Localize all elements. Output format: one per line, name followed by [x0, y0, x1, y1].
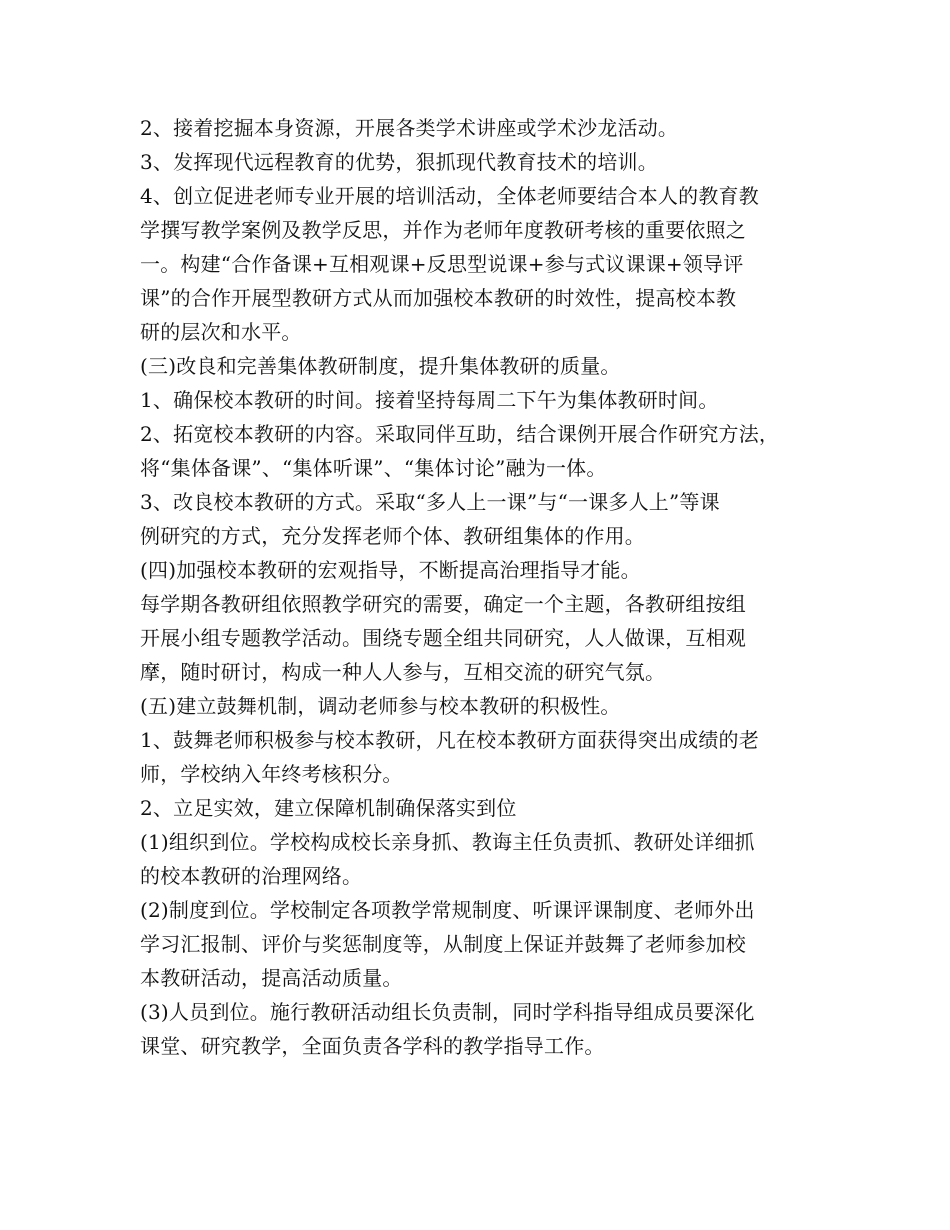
text-line: 例研究的方式，充分发挥老师个体、教研组集体的作用。 — [140, 524, 645, 548]
text-line: 2、接着挖掘本身资源，开展各类学术讲座或学术沙龙活动。 — [140, 116, 679, 140]
text-line: (2)制度到位。学校制定各项教学常规制度、听课评课制度、老师外出 — [140, 898, 755, 922]
text-line: 4、创立促进老师专业开展的培训活动，全体老师要结合本人的教育教 — [140, 184, 759, 208]
text-line: 师，学校纳入年终考核积分。 — [140, 762, 403, 786]
text-line: 的校本教研的治理网络。 — [140, 864, 363, 888]
text-line: 每学期各教研组依照教学研究的需要，确定一个主题，各教研组按组 — [140, 592, 746, 616]
text-line: (3)人员到位。施行教研活动组长负责制，同时学科指导组成员要深化 — [140, 1000, 755, 1024]
text-line: 学撰写教学案例及教学反思，并作为老师年度教研考核的重要依照之 — [140, 218, 746, 242]
section-heading: (五)建立鼓舞机制，调动老师参与校本教研的积极性。 — [140, 694, 621, 718]
text-line: 2、拓宽校本教研的内容。采取同伴互助，结合课例开展合作研究方法， — [140, 422, 780, 446]
text-line: 课堂、研究教学，全面负责各学科的教学指导工作。 — [140, 1034, 605, 1058]
text-line: 研的层次和水平。 — [140, 320, 302, 344]
text-line: 课”的合作开展型教研方式从而加强校本教研的时效性，提高校本教 — [140, 286, 737, 310]
text-line: 将“集体备课”、“集体听课”、“集体讨论”融为一体。 — [140, 456, 607, 480]
text-line: 1、确保校本教研的时间。接着坚持每周二下午为集体教研时间。 — [140, 388, 719, 412]
text-line: 2、立足实效，建立保障机制确保落实到位 — [140, 796, 517, 820]
text-line: 一。构建“合作备课+互相观课+反思型说课+参与式议课课+领导评 — [140, 252, 744, 276]
section-heading: (四)加强校本教研的宏观指导，不断提高治理指导才能。 — [140, 558, 641, 582]
text-line: 3、改良校本教研的方式。采取“多人上一课”与“一课多人上”等课 — [140, 490, 720, 514]
text-line: 学习汇报制、评价与奖惩制度等，从制度上保证并鼓舞了老师参加校 — [140, 932, 746, 956]
document-body — [140, 111, 830, 1063]
text-line: 1、鼓舞老师积极参与校本教研，凡在校本教研方面获得突出成绩的老 — [140, 728, 759, 752]
text-line: (1)组织到位。学校构成校长亲身抓、教诲主任负责抓、教研处详细抓 — [140, 830, 755, 854]
text-line: 本教研活动，提高活动质量。 — [140, 966, 403, 990]
text-line: 摩，随时研讨，构成一种人人参与，互相交流的研究气氛。 — [140, 660, 666, 684]
section-heading: (三)改良和完善集体教研制度，提升集体教研的质量。 — [140, 354, 621, 378]
text-line: 3、发挥现代远程教育的优势，狠抓现代教育技术的培训。 — [140, 150, 658, 174]
text-line: 开展小组专题教学活动。围绕专题全组共同研究，人人做课，互相观 — [140, 626, 746, 650]
